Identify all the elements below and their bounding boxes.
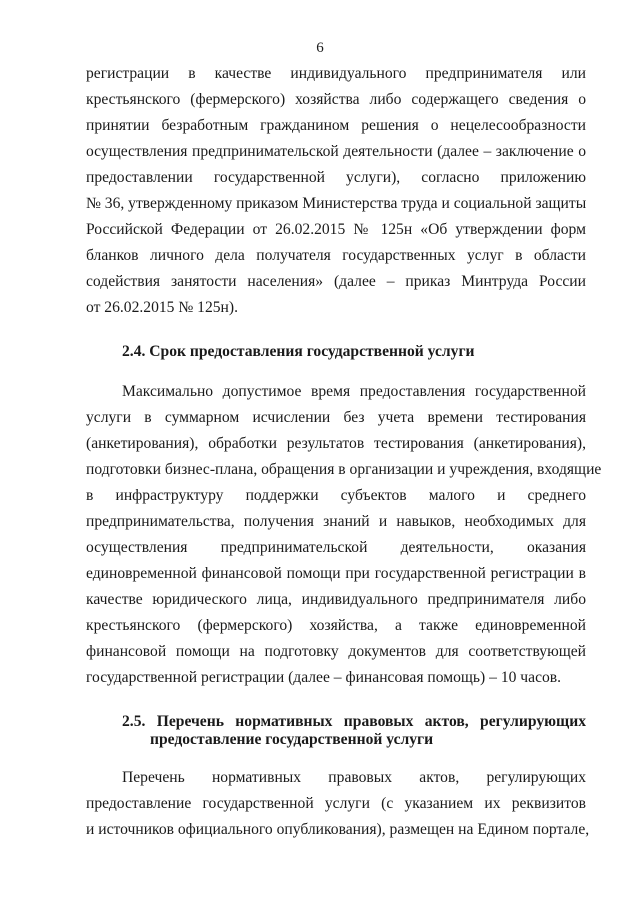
text-line: Перечень нормативных правовых актов, регулирующих — [122, 769, 586, 786]
text-line: (анкетирования), обработки результатов тестирования (анкетирования), — [86, 435, 586, 452]
text-line: предпринимательства, получения знаний и навыков, необходимых для — [86, 513, 586, 530]
section-heading-2-5-continued: предоставление государственной услуги — [150, 731, 434, 748]
text-line: и источников официального опубликования), размещен на Едином портале, — [86, 821, 590, 838]
section-heading-2-4: 2.4. Срок предоставления государственной услуги — [122, 343, 475, 360]
text-line: осуществления предпринимательской деятельности, оказания — [86, 539, 586, 556]
text-line: крестьянского (фермерского) хозяйства либо содержащего сведения о — [86, 91, 586, 108]
text-line: в инфраструктуру поддержки субъектов малого и среднего — [86, 487, 586, 504]
text-line: регистрации в качестве индивидуального предпринимателя или — [86, 65, 586, 82]
text-line: содействия занятости населения» (далее – приказ Минтруда России — [86, 273, 586, 290]
text-line: предоставлении государственной услуги), согласно приложению — [86, 169, 586, 186]
text-line: Максимально допустимое время предоставления государственной — [122, 383, 586, 400]
text-line: бланков личного дела получателя государственных услуг в области — [86, 247, 586, 264]
text-line: финансовой помощи на подготовку документов для соответствующей — [86, 643, 586, 660]
page-number: 6 — [316, 40, 324, 56]
text-line: услуги в суммарном исчислении без учета времени тестирования — [86, 409, 586, 426]
text-line: предоставление государственной услуги (с указанием их реквизитов — [86, 795, 586, 812]
text-line: качестве юридического лица, индивидуального предпринимателя либо — [86, 591, 586, 608]
section-heading-2-5: 2.5. Перечень нормативных правовых актов, регулирующих — [122, 713, 586, 730]
text-line: единовременной финансовой помощи при государственной регистрации в — [86, 565, 586, 582]
text-line: № 36, утвержденному приказом Министерства труда и социальной защиты — [86, 195, 587, 212]
text-line: от 26.02.2015 № 125н). — [86, 299, 238, 316]
text-line: государственной регистрации (далее – финансовая помощь) – 10 часов. — [86, 669, 562, 686]
text-line: осуществления предпринимательской деятельности (далее – заключение о — [86, 143, 586, 160]
text-line: принятии безработным гражданином решения о нецелесообразности — [86, 117, 586, 134]
text-line: подготовки бизнес-плана, обращения в организации и учреждения, входящие — [86, 461, 602, 478]
text-line: Российской Федерации от 26.02.2015 № 125н «Об утверждении форм — [86, 221, 586, 238]
text-line: крестьянского (фермерского) хозяйства, а также единовременной — [86, 617, 586, 634]
